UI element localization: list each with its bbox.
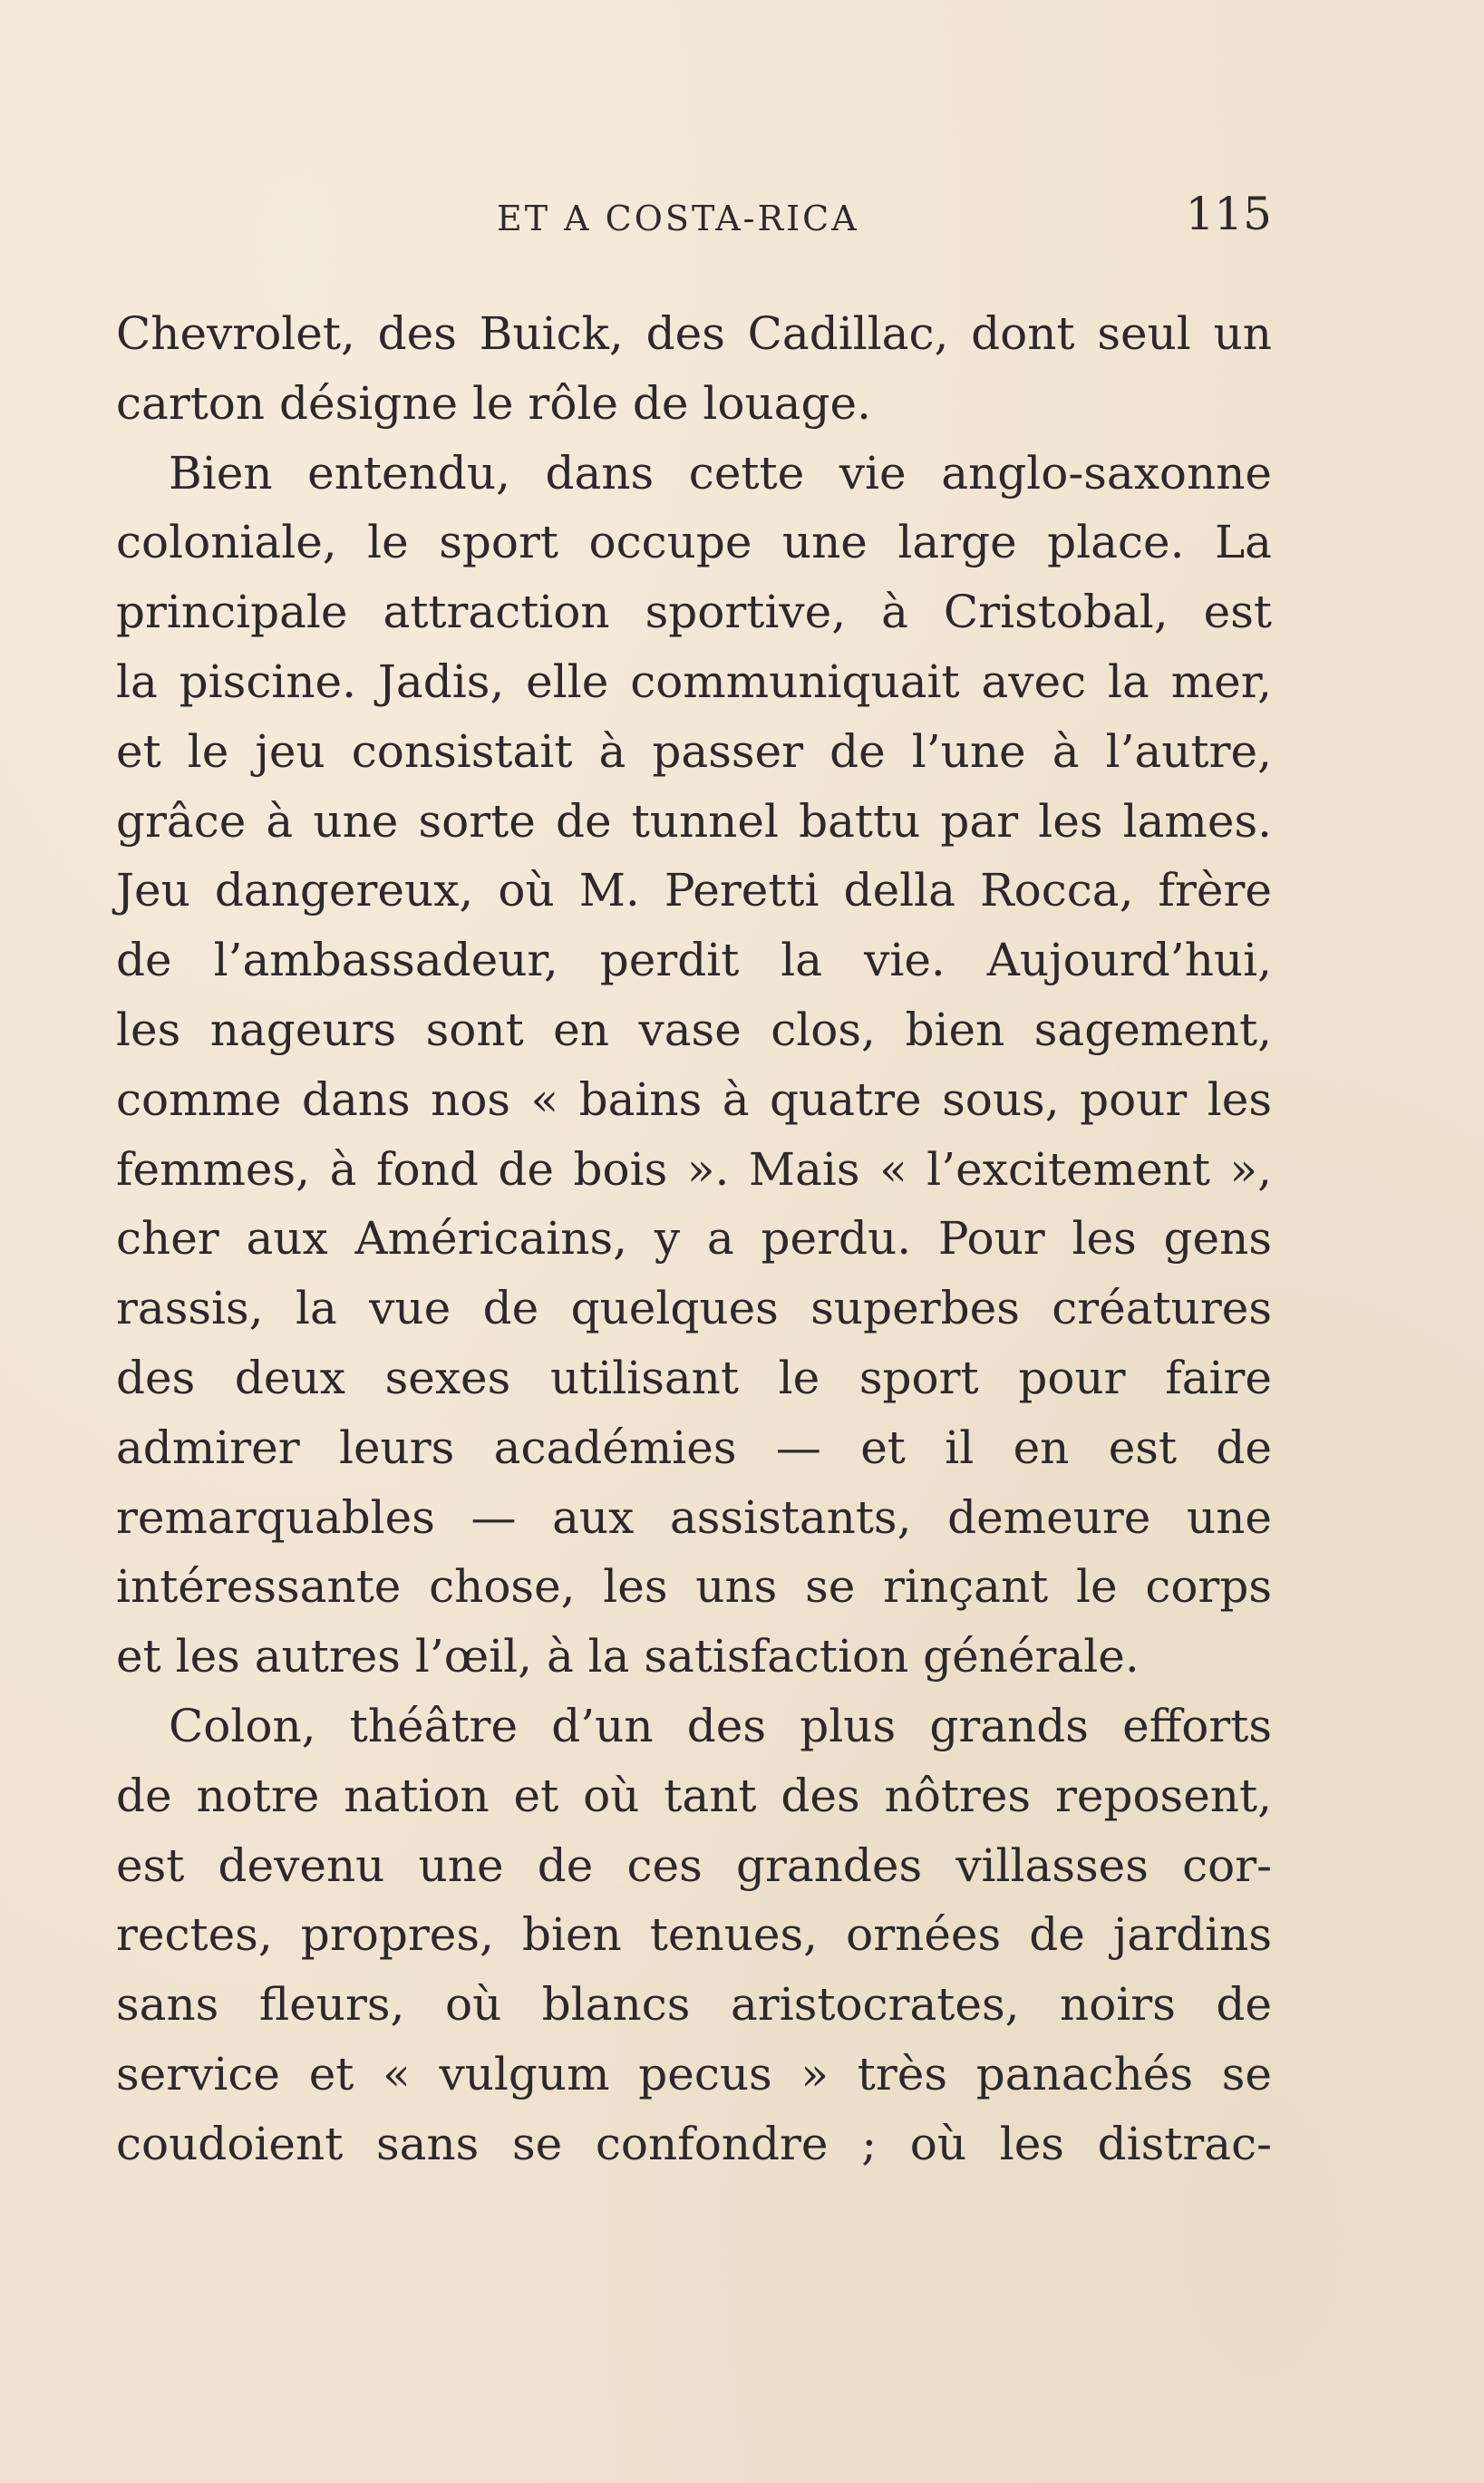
text-line: Bien entendu, dans cette vie anglo-saxonne: [169, 446, 1272, 500]
text-line: principale attraction sportive, à Cristobal, est: [116, 586, 1272, 639]
text-line: coudoient sans se confondre ; où les distrac-: [116, 2117, 1272, 2170]
page-number: 115: [1185, 188, 1272, 240]
text-line: des deux sexes utilisant le sport pour faire: [116, 1351, 1272, 1404]
text-line: les nageurs sont en vase clos, bien sagement,: [116, 1003, 1272, 1056]
text-line: Colon, théâtre d’un des plus grands efforts: [169, 1699, 1272, 1752]
text-line: Jeu dangereux, où M. Peretti della Rocca, frère: [116, 864, 1272, 917]
text-line: remarquables — aux assistants, demeure une: [116, 1490, 1272, 1544]
text-line: rectes, propres, bien tenues, ornées de jardins: [116, 1908, 1272, 1962]
running-title: ET A COSTA-RICA: [497, 199, 859, 238]
text-line: de notre nation et où tant des nôtres reposent,: [116, 1769, 1272, 1822]
text-line: carton désigne le rôle de louage.: [116, 376, 871, 430]
running-head: [116, 186, 1272, 249]
text-line: Chevrolet, des Buick, des Cadillac, dont seul un: [116, 307, 1272, 360]
text-line: et le jeu consistait à passer de l’une à l’autre,: [116, 724, 1272, 778]
text-line: comme dans nos « bains à quatre sous, pour les: [116, 1072, 1272, 1126]
body-text: [116, 299, 1272, 2179]
text-line: sans fleurs, où blancs aristocrates, noirs de: [116, 1978, 1272, 2032]
text-line: grâce à une sorte de tunnel battu par les lames.: [116, 794, 1272, 848]
text-line: intéressante chose, les uns se rinçant le corps: [116, 1560, 1272, 1614]
text-line: rassis, la vue de quelques superbes créatures: [116, 1282, 1272, 1335]
text-line: est devenu une de ces grandes villasses cor-: [116, 1838, 1272, 1892]
text-line: la piscine. Jadis, elle communiquait avec la mer,: [116, 655, 1272, 708]
text-line: et les autres l’œil, à la satisfaction générale.: [116, 1630, 1140, 1683]
text-line: coloniale, le sport occupe une large place. La: [116, 516, 1272, 569]
text-line: de l’ambassadeur, perdit la vie. Aujourd’hui,: [116, 934, 1272, 987]
text-line: cher aux Américains, y a perdu. Pour les gens: [116, 1212, 1272, 1266]
text-line: admirer leurs académies — et il en est de: [116, 1421, 1272, 1474]
text-line: service et « vulgum pecus » très panachés se: [116, 2047, 1272, 2100]
text-line: femmes, à fond de bois ». Mais « l’excitement »,: [116, 1142, 1272, 1196]
